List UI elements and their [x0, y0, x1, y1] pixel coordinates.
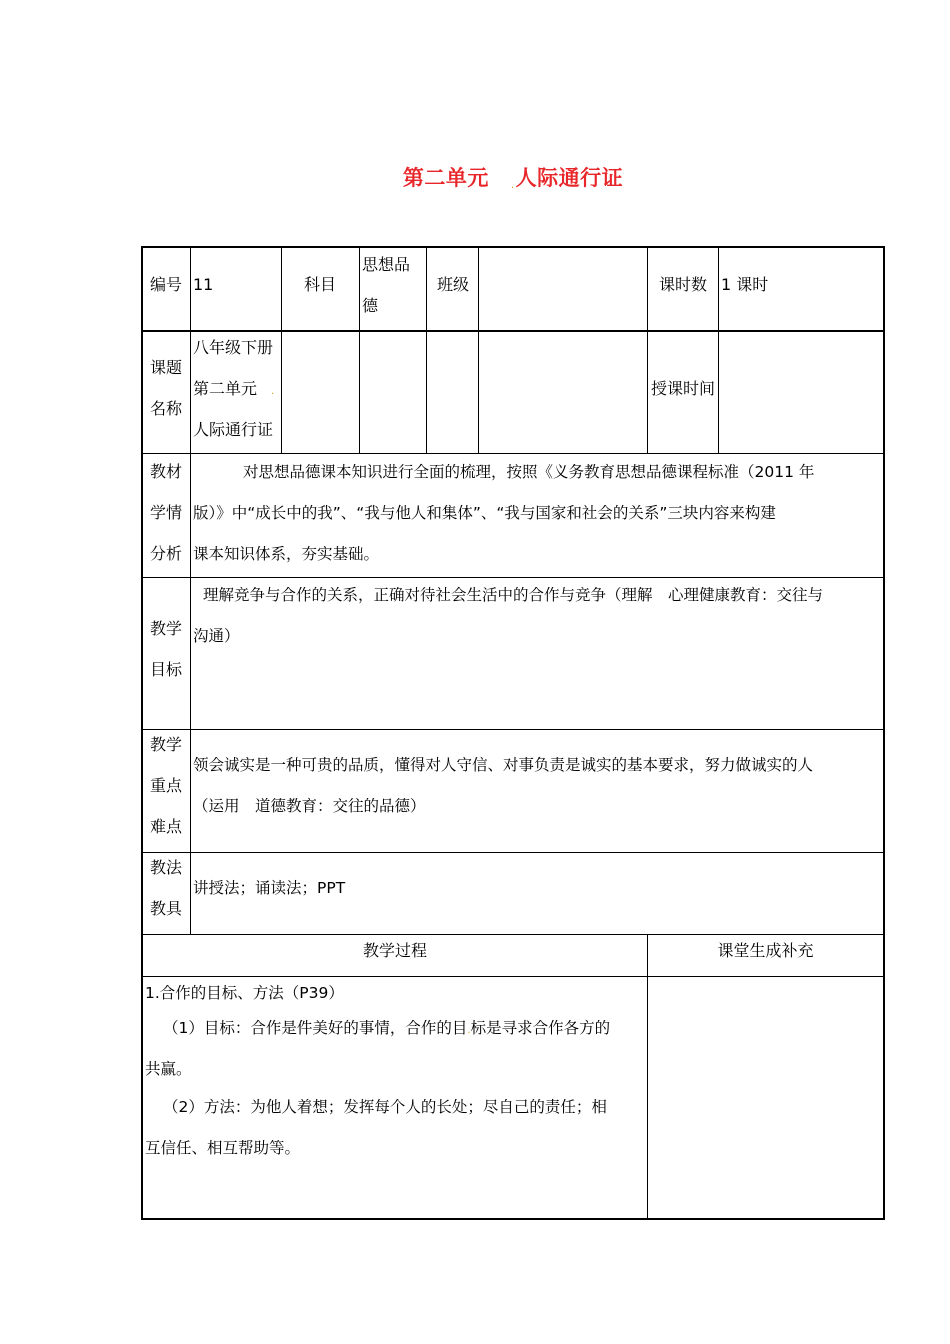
analysis-text-line-3: 课本知识体系，夯实基础。	[193, 545, 380, 563]
subject-value-line-2: 德	[362, 296, 379, 315]
number-value: 11	[193, 275, 214, 294]
col-divider-2	[281, 246, 282, 454]
topic-value-dot: .	[271, 386, 275, 397]
method-value: 讲授法；诵读法；PPT	[193, 879, 346, 897]
process-item-1-text-a: （1）目标：合作是件美好的事情，合作的目	[163, 1019, 468, 1037]
col-divider-label	[190, 246, 191, 935]
row-divider-4	[141, 729, 885, 730]
col-divider-5	[478, 246, 479, 454]
key-text-line-2: （运用 道德教育：交往的品德）	[193, 797, 426, 815]
process-item-1-text-b: 标是寻求合作各方的	[470, 1019, 611, 1037]
topic-label-line-1: 课题	[150, 358, 183, 377]
number-label: 编号	[150, 275, 183, 294]
page-title	[0, 162, 950, 192]
process-heading: 1.合作的目标、方法（P39）	[145, 984, 344, 1002]
analysis-label-line-1: 教材	[150, 462, 183, 481]
hours-value: 1 课时	[721, 275, 769, 294]
analysis-text-line-1: 对思想品德课本知识进行全面的梳理，按照《义务教育思想品德课程标准（2011 年	[243, 463, 815, 481]
row-divider-5	[141, 852, 885, 853]
row-divider-1	[141, 330, 885, 332]
analysis-label-line-3: 分析	[150, 544, 183, 563]
goal-text-line-1: 理解竞争与合作的关系，正确对待社会生活中的合作与竞争（理解 心理健康教育：交往与	[203, 586, 824, 604]
col-divider-3	[359, 246, 360, 454]
table-border-left	[141, 246, 143, 1220]
title-name: 人际通行证	[515, 166, 624, 190]
table-border-right	[883, 246, 885, 1220]
process-item-2-line-1: （2）方法：为他人着想；发挥每个人的长处；尽自己的责任；相	[163, 1098, 607, 1116]
subject-label: 科目	[304, 275, 337, 294]
row-divider-6	[141, 934, 885, 935]
col-divider-process	[647, 934, 648, 1219]
class-label: 班级	[437, 275, 470, 294]
topic-value-unit: 第二单元	[193, 379, 258, 398]
key-label-line-2: 重点	[150, 776, 183, 795]
process-item-1-line-1	[163, 1018, 610, 1041]
goal-label-line-1: 教学	[150, 619, 183, 638]
topic-value-line-3: 人际通行证	[193, 420, 274, 439]
goal-text-line-2: 沟通）	[193, 627, 240, 645]
row-divider-7	[141, 976, 885, 977]
analysis-text-line-2: 版）》中“成长中的我”、“我与他人和集体”、“我与国家和社会的关系”三块内容来构建	[193, 504, 776, 522]
goal-label-line-2: 目标	[150, 660, 183, 679]
col-divider-6	[647, 246, 648, 454]
key-label-line-1: 教学	[150, 735, 183, 754]
hours-label: 课时数	[659, 275, 708, 294]
method-label-line-1: 教法	[150, 858, 183, 877]
topic-value-line-1: 八年级下册	[193, 338, 274, 357]
key-text-line-1: 领会诚实是一种可贵的品质，懂得对人守信、对事负责是诚实的基本要求，努力做诚实的人	[193, 756, 814, 774]
row-divider-2	[141, 453, 885, 454]
table-border-bottom	[141, 1218, 885, 1220]
topic-value-line-2	[193, 379, 274, 402]
analysis-label-line-2: 学情	[150, 503, 183, 522]
process-item-1-line-2: 共赢。	[145, 1060, 192, 1078]
row-divider-3	[141, 577, 885, 578]
process-item-1-dot: .	[467, 1025, 471, 1036]
subject-value-line-1: 思想品	[362, 255, 411, 274]
time-label: 授课时间	[651, 379, 716, 398]
method-label-line-2: 教具	[150, 899, 183, 918]
table-border-top	[141, 246, 885, 248]
topic-label-line-2: 名称	[150, 399, 183, 418]
col-divider-4	[426, 246, 427, 454]
key-label-line-3: 难点	[150, 817, 183, 836]
title-dot: .	[510, 180, 515, 191]
process-item-2-line-2: 互信任、相互帮助等。	[145, 1139, 301, 1157]
title-unit: 第二单元	[402, 166, 489, 190]
process-header: 教学过程	[362, 941, 427, 960]
col-divider-7	[718, 246, 719, 454]
supplement-header: 课堂生成补充	[717, 941, 814, 960]
